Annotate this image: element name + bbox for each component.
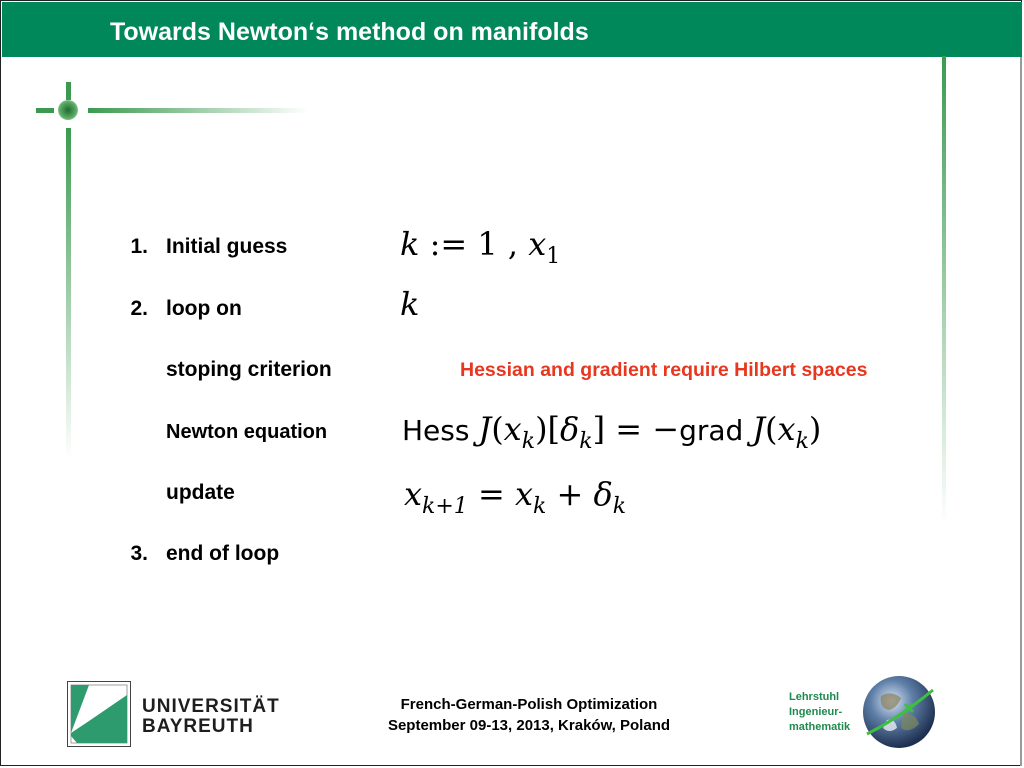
initial-guess-formula: k := 1 , $x_1$ xyxy=(400,225,561,269)
step-3-label: end of loop xyxy=(166,542,280,565)
step-2-label: loop on xyxy=(166,297,242,320)
university-name: UNIVERSITÄT BAYREUTH xyxy=(142,696,280,737)
loop-variable-formula: k xyxy=(400,285,420,323)
step-1-number: 1. xyxy=(130,235,148,258)
update-formula: $x_{k+1} = x_k + \delta_k$ xyxy=(404,475,627,519)
conference-footer xyxy=(368,694,690,736)
step-1-label: Initial guess xyxy=(166,235,288,258)
hilbert-space-note: Hessian and gradient require Hilbert spaces xyxy=(460,359,868,381)
university-logo-icon xyxy=(67,681,131,747)
substep-newton-label: Newton equation xyxy=(166,421,328,443)
title-bar xyxy=(2,2,1022,57)
slide-title: Towards Newton‘s method on manifolds xyxy=(110,18,589,46)
decorative-cross xyxy=(30,80,950,700)
step-2-number: 2. xyxy=(130,297,148,320)
step-3-number: 3. xyxy=(130,542,148,565)
globe-logo-icon xyxy=(861,674,937,750)
conference-name: French-German-Polish Optimization xyxy=(400,696,658,713)
substep-stopping-label: stoping criterion xyxy=(166,358,332,381)
right-divider-line xyxy=(1020,57,1022,766)
conference-date-location: September 09-13, 2013, Kraków, Poland xyxy=(387,717,671,734)
substep-update-label: update xyxy=(166,481,235,504)
newton-equation-formula: Hess $J(x_k)[\delta_k]$ = −grad $J(x_k)$ xyxy=(402,410,822,454)
chair-name: Lehrstuhl Ingenieur- mathematik xyxy=(789,691,851,733)
